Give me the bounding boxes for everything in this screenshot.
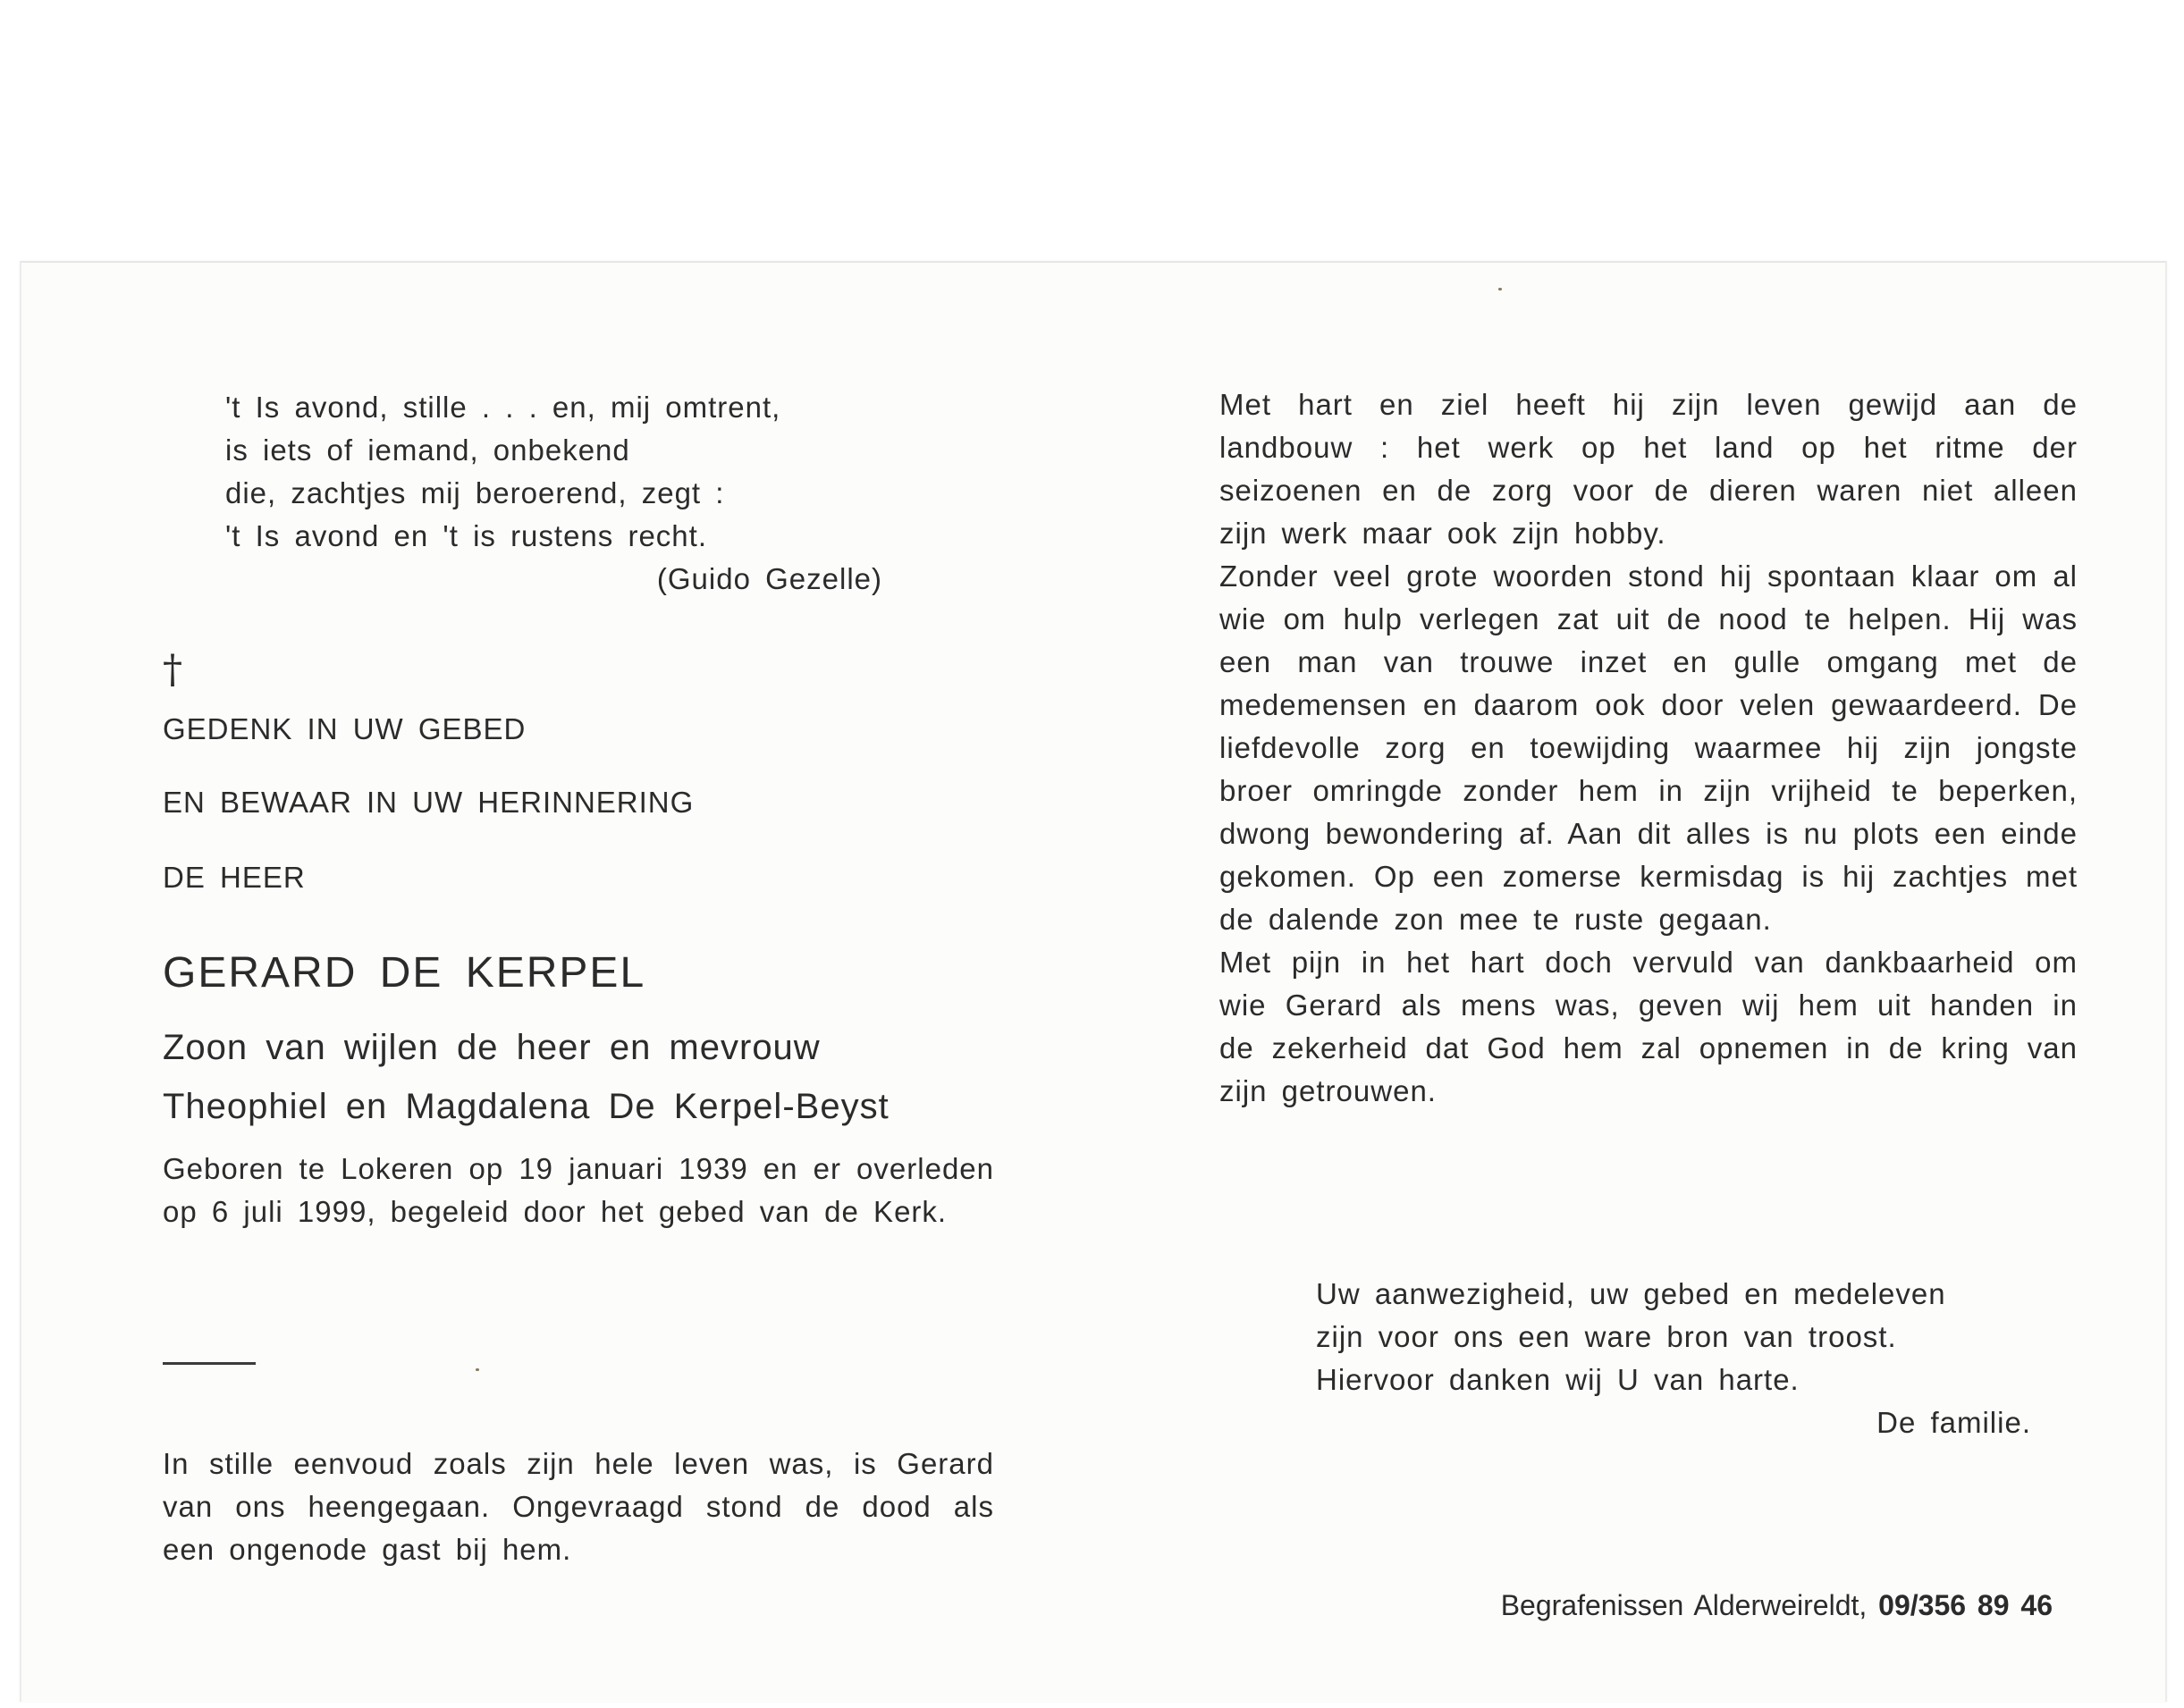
remember-line-1: GEDENK IN UW GEBED xyxy=(163,712,527,745)
thanks-line: Uw aanwezigheid, uw gebed en medeleven xyxy=(1316,1277,1946,1310)
memorial-card xyxy=(20,261,2167,1702)
parents-line-1: Zoon van wijlen de heer en mevrouw xyxy=(163,1028,821,1067)
family-signature: De familie. xyxy=(1876,1406,2031,1439)
undertaker-phone: 09/356 89 46 xyxy=(1878,1589,2053,1621)
thanks-line: zijn voor ons een ware bron van troost. xyxy=(1316,1320,1897,1353)
biography-paragraph: Met pijn in het hart doch vervuld van dankbaarheid om wie Gerard als mens was, geven wij hem uit handen in de zekerheid dat God hem zal opnemen in de kring van zijn getrouwen. xyxy=(1219,946,2078,1107)
deceased-name: GERARD DE KERPEL xyxy=(163,949,646,997)
undertaker-name: Begrafenissen Alderweireldt, xyxy=(1500,1589,1868,1621)
cross-icon: † xyxy=(163,647,182,693)
simple-life-text: In stille eenvoud zoals zijn hele leven was, is Gerard van ons heengegaan. Ongevraagd stond de dood als een ongenode gast bij hem. xyxy=(163,1447,994,1566)
undertaker xyxy=(1219,1586,2053,1625)
biography-paragraph: Zonder veel grote woorden stond hij spontaan klaar om al wie om hulp verlegen zat uit de nood te helpen. Hij was een man van trouwe inzet en gulle omgang met de medemensen en daarom ook door velen gewaardeerd. De liefdevolle zorg en toewijding waarmee hij zijn jongste broer omringde zonder hem in zijn vrijheid te beperken, dwong bewondering af. Aan dit alles is nu plots een einde gekomen. Op een zomerse kermisdag is hij zachtjes met de dalende zon mee te ruste gegaan. xyxy=(1219,560,2078,936)
title-honorific: DE HEER xyxy=(163,861,306,894)
biography-paragraph: Met hart en ziel heeft hij zijn leven gewijd aan de landbouw : het werk op het land op het ritme der seizoenen en de zorg voor de dieren waren niet alleen zijn werk maar ook zijn hobby. xyxy=(1219,388,2078,550)
thanks-line: Hiervoor danken wij U van harte. xyxy=(1316,1363,1800,1396)
remember-line-2: EN BEWAAR IN UW HERINNERING xyxy=(163,786,695,819)
paper-speck xyxy=(476,1368,479,1371)
poem-line: is iets of iemand, onbekend xyxy=(225,433,630,467)
birth-death-text: Geboren te Lokeren op 19 januari 1939 en er overleden op 6 juli 1999, begeleid door het gebed van de Kerk. xyxy=(163,1152,994,1228)
parents xyxy=(163,1018,890,1136)
poem-line: 't Is avond en 't is rustens recht. xyxy=(225,519,707,552)
poem-line: 't Is avond, stille . . . en, mij omtrent, xyxy=(225,391,781,424)
parents-line-2: Theophiel en Magdalena De Kerpel-Beyst xyxy=(163,1087,890,1126)
biography xyxy=(1219,383,2078,1113)
poem-author: (Guido Gezelle) xyxy=(656,562,882,595)
paper-speck xyxy=(1498,288,1502,290)
thanks xyxy=(1316,1273,2031,1444)
poem xyxy=(225,386,882,601)
poem-line: die, zachtjes mij beroerend, zegt : xyxy=(225,476,725,509)
divider xyxy=(163,1362,256,1365)
